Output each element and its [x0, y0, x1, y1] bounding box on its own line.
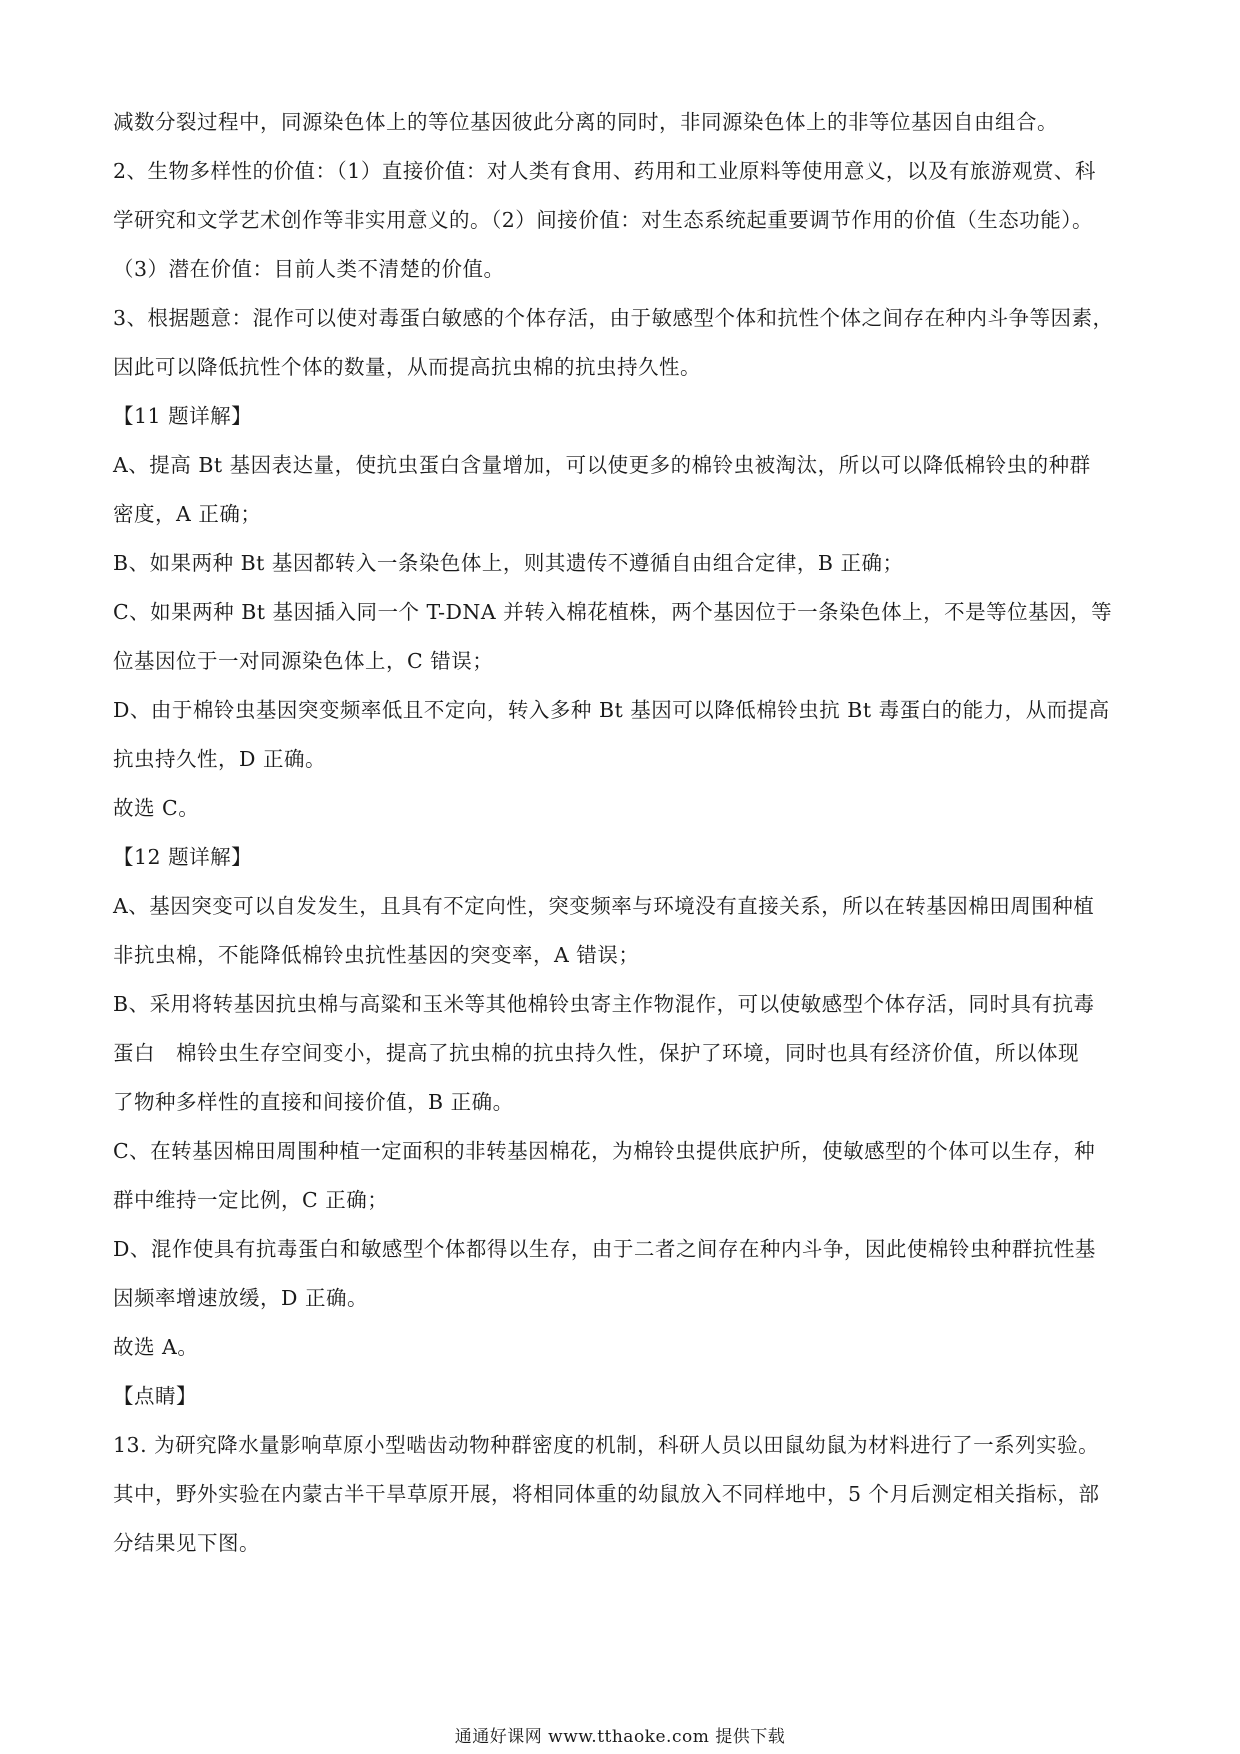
paragraph-line: C、在转基因棉田周围种植一定面积的非转基因棉花，为棉铃虫提供底护所，使敏感型的个体可以生存，种: [113, 1139, 1096, 1163]
paragraph-line: 了物种多样性的直接和间接价值，B 正确。: [113, 1090, 514, 1114]
section-heading-q12: 【12 题详解】: [113, 845, 253, 869]
paragraph-line: B、如果两种 Bt 基因都转入一条染色体上，则其遗传不遵循自由组合定律，B 正确；: [113, 551, 904, 575]
paragraph-line: C、如果两种 Bt 基因插入同一个 T-DNA 并转入棉花植株，两个基因位于一条染色体上，不是等位基因，等: [113, 600, 1113, 624]
answer-line: 故选 C。: [113, 796, 200, 820]
paragraph-line: 学研究和文学艺术创作等非实用意义的。（2）间接价值：对生态系统起重要调节作用的价值（生态功能）。: [113, 208, 1094, 232]
paragraph-line: A、提高 Bt 基因表达量，使抗虫蛋白含量增加，可以使更多的棉铃虫被淘汰，所以可以降低棉铃虫的种群: [113, 453, 1091, 477]
paragraph-line: 因频率增速放缓，D 正确。: [113, 1286, 368, 1310]
question-line: 其中，野外实验在内蒙古半干旱草原开展，将相同体重的幼鼠放入不同样地中，5 个月后测定相关指标，部: [113, 1482, 1100, 1506]
page-footer: 通通好课网 www.tthaoke.com 提供下载: [454, 1727, 786, 1747]
paragraph-line: 3、根据题意：混作可以使对毒蛋白敏感的个体存活，由于敏感型个体和抗性个体之间存在种内斗争等因素，: [113, 306, 1114, 330]
section-heading-dianjing: 【点睛】: [113, 1384, 197, 1408]
paragraph-line: 位基因位于一对同源染色体上，C 错误；: [113, 649, 494, 673]
paragraph-line: 抗虫持久性，D 正确。: [113, 747, 326, 771]
paragraph-line: （3）潜在价值：目前人类不清楚的价值。: [113, 257, 505, 281]
paragraph-line: D、由于棉铃虫基因突变频率低且不定向，转入多种 Bt 基因可以降低棉铃虫抗 Bt 毒蛋白的能力，从而提高: [113, 698, 1110, 722]
paragraph-line: 减数分裂过程中，同源染色体上的等位基因彼此分离的同时，非同源染色体上的非等位基因自由组合。: [113, 110, 1058, 134]
section-heading-q11: 【11 题详解】: [113, 404, 253, 428]
paragraph-line: 2、生物多样性的价值：（1）直接价值：对人类有食用、药用和工业原料等使用意义，以及有旅游观赏、科: [113, 159, 1096, 183]
paragraph-line: 蛋白 棉铃虫生存空间变小，提高了抗虫棉的抗虫持久性，保护了环境，同时也具有经济价值，所以体现: [113, 1041, 1080, 1065]
paragraph-line: 密度，A 正确；: [113, 502, 262, 526]
paragraph-line: 群中维持一定比例，C 正确；: [113, 1188, 389, 1212]
paragraph-line: B、采用将转基因抗虫棉与高粱和玉米等其他棉铃虫寄主作物混作，可以使敏感型个体存活，同时具有抗毒: [113, 992, 1095, 1016]
question-line: 13. 为研究降水量影响草原小型啮齿动物种群密度的机制，科研人员以田鼠幼鼠为材料进行了一系列实验。: [113, 1433, 1100, 1457]
paragraph-line: 非抗虫棉，不能降低棉铃虫抗性基因的突变率，A 错误；: [113, 943, 640, 967]
paragraph-line: A、基因突变可以自发发生，且具有不定向性，突变频率与环境没有直接关系，所以在转基因棉田周围种植: [113, 894, 1095, 918]
answer-line: 故选 A。: [113, 1335, 199, 1359]
question-line: 分结果见下图。: [113, 1531, 260, 1555]
paragraph-line: D、混作使具有抗毒蛋白和敏感型个体都得以生存，由于二者之间存在种内斗争，因此使棉铃虫种群抗性基: [113, 1237, 1096, 1261]
paragraph-line: 因此可以降低抗性个体的数量，从而提高抗虫棉的抗虫持久性。: [113, 355, 701, 379]
document-body: [113, 98, 1133, 1568]
